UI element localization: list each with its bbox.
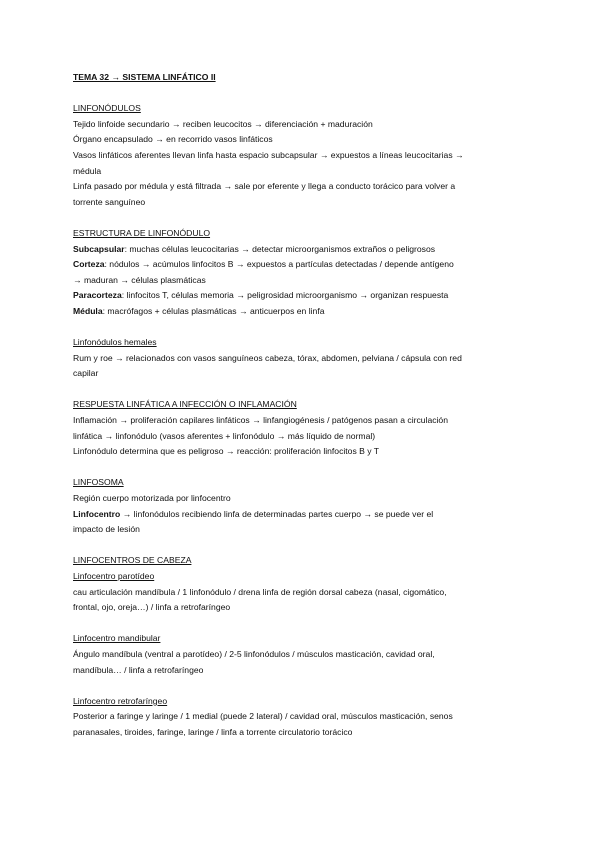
text-line: frontal, ojo, oreja…) / linfa a retrofaríngeo (73, 602, 231, 613)
subsection-parotideo (73, 569, 543, 616)
text-line: Tejido linfoide secundario → reciben leucocitos → diferenciación + maduración (73, 118, 373, 129)
subsection-heading: Linfocentro retrofaríngeo (73, 695, 168, 706)
text-line: Posterior a faringe y laringe / 1 medial (puede 2 lateral) / cavidad oral, músculos masticación, senos (73, 711, 453, 722)
section-heading: Linfonódulos hemales (73, 337, 157, 348)
section-linfocentros-cabeza (73, 553, 543, 740)
section-heading: LINFONÓDULOS (73, 103, 141, 114)
text-line: → maduran → células plasmáticas (73, 274, 206, 285)
term-subcapsular: Subcapsular (73, 243, 125, 254)
text-line: paranasales, tiroides, faringe, laringe / linfa a torrente circulatorio torácico (73, 726, 353, 737)
term-description: : macrófagos + células plasmáticas → anticuerpos en linfa (102, 305, 325, 316)
text-line (73, 257, 543, 273)
subsection-heading: Linfocentro mandibular (73, 633, 161, 644)
term-description: : muchas células leucocitarias → detectar microorganismos extraños o peligrosos (124, 243, 436, 254)
text-line: mandíbula… / linfa a retrofaríngeo (73, 664, 204, 675)
term-description: : nódulos → acúmulos linfocitos B → expuestos a partículas detectadas / depende antígeno (104, 259, 454, 270)
text-line (73, 507, 543, 523)
term-corteza: Corteza (73, 259, 105, 270)
section-heading: LINFOCENTROS DE CABEZA (73, 555, 192, 566)
section-hemales (73, 335, 543, 382)
term-linfocentro: Linfocentro (73, 508, 121, 519)
term-description: : linfocitos T, células memoria → peligrosidad microorganismo → organizan respuesta (121, 290, 449, 301)
text-line: Región cuerpo motorizada por linfocentro (73, 493, 231, 504)
text-line: torrente sanguíneo (73, 196, 146, 207)
section-linfosoma (73, 475, 543, 537)
text-line: cau articulación mandíbula / 1 linfonódulo / drena linfa de región dorsal cabeza (nasal, cigomático, (73, 586, 447, 597)
text-line: Órgano encapsulado → en recorrido vasos linfáticos (73, 134, 273, 145)
section-linfonodulos (73, 101, 543, 210)
text-line: Inflamación → proliferación capilares linfáticos → linfangiogénesis / patógenos pasan a circulación (73, 415, 448, 426)
text-line (73, 288, 543, 304)
text-line: Rum y roe → relacionados con vasos sanguíneos cabeza, tórax, abdomen, pelviana / cápsula con red (73, 352, 462, 363)
text-line: Linfa pasado por médula y está filtrada → sale por eferente y llega a conducto torácico para volver a (73, 181, 456, 192)
subsection-retrofaringeo (73, 694, 543, 741)
section-estructura (73, 226, 543, 320)
subsection-mandibular (73, 631, 543, 678)
text-line: Linfonódulo determina que es peligroso → reacción: proliferación linfocitos B y T (73, 446, 380, 457)
text-line: Vasos linfáticos aferentes llevan linfa hasta espacio subcapsular → expuestos a líneas leucocitarias → (73, 149, 464, 160)
text-line: linfática → linfonódulo (vasos aferentes + linfonódulo → más líquido de normal) (73, 430, 376, 441)
document-body (73, 70, 543, 756)
text-line: Ángulo mandíbula (ventral a parotídeo) / 2-5 linfonódulos / músculos masticación, cavidad oral, (73, 648, 435, 659)
text-line (73, 304, 543, 320)
term-description: → linfonódulos recibiendo linfa de determinadas partes cuerpo → se puede ver el (120, 508, 434, 519)
section-heading: LINFOSOMA (73, 477, 124, 488)
text-line: médula (73, 165, 102, 176)
subsection-heading: Linfocentro parotídeo (73, 571, 155, 581)
text-line: capilar (73, 368, 99, 379)
text-line: impacto de lesión (73, 524, 140, 535)
section-heading: ESTRUCTURA DE LINFONÓDULO (73, 227, 211, 238)
text-line (73, 242, 543, 258)
section-heading: RESPUESTA LINFÁTICA A INFECCIÓN O INFLAMACIÓN (73, 399, 297, 410)
section-respuesta (73, 397, 543, 459)
term-paracorteza: Paracorteza (73, 290, 122, 301)
page-title: TEMA 32 → SISTEMA LINFÁTICO II (73, 72, 216, 82)
term-medula: Médula (73, 305, 103, 316)
